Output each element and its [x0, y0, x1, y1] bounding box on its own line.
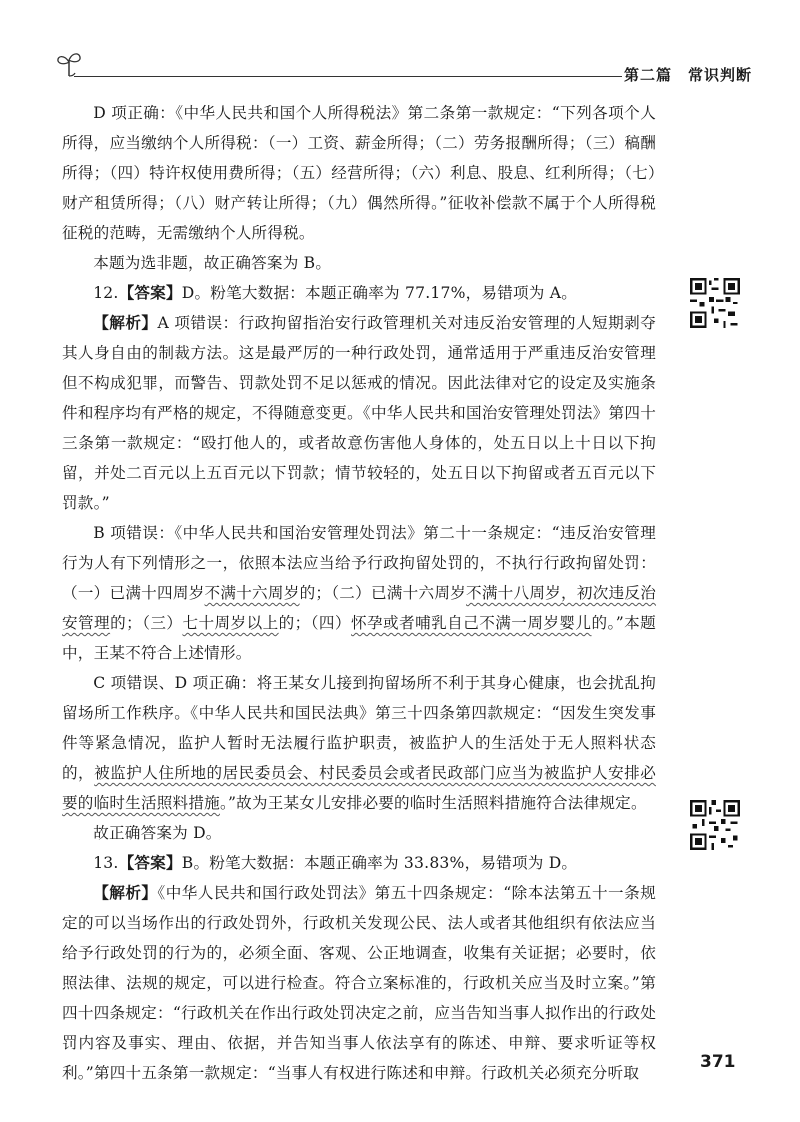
text-run: 的；（二）已满十六周岁	[299, 584, 466, 602]
underlined-text: 七十周岁以上	[182, 614, 279, 632]
question-12-answer	[62, 278, 656, 308]
analysis-text: 《中华人民共和国行政处罚法》第五十四条规定：“除本法第五十一条规定的可以当场作出的行政处罚外，行政机关发现公民、法人或者其他组织有依法应当给予行政处罚的行为的，必须全面、客观、公正地调查，收集有关证据；必要时，依照法律、法规的规定，可以进行检查。符合立案标准的，行政机关应当及时立案。”第四十四条规定：“行政机关在作出行政处罚决定之前，应当告知当事人拟作出的行政处罚内容及事实、理由、依据，并告知当事人依法享有的陈述、申辩、要求听证等权利。”第四十五条第一款规定：“当事人有权进行陈述和申辩。行政机关必须充分听取	[62, 884, 656, 1082]
underlined-text: 被监护人住所地的居民委员会、村民委员会或者民政部门应当为被监护人安排必要的临时生活照料措施	[62, 764, 656, 812]
answer-text: B。粉笔大数据：本题正确率为 33.83%，易错项为 D。	[181, 854, 578, 872]
analysis-tag: 【解析】	[93, 884, 158, 902]
answer-text: D。粉笔大数据：本题正确率为 77.17%，易错项为 A。	[181, 284, 577, 302]
text-run: 的；（三）	[110, 614, 183, 632]
header-rule-end	[612, 76, 622, 77]
paragraph-answer-d: 故正确答案为 D。	[93, 824, 222, 842]
qr-code-icon[interactable]	[690, 278, 740, 328]
answer-tag: 【答案】	[118, 284, 182, 302]
text-run: C 项错误、D 项正确：将王某女儿接到拘留场所不利于其身心健康，也会扰乱拘留场所工作秩序。《中华人民共和国民法典》第三十四条第四款规定：“因发生突发事件等紧急情况，监护人暂时无法履行监护职责，被监护人的生活处于无人照料状态的，	[62, 674, 656, 782]
analysis-text: A 项错误：行政拘留指治安行政管理机关对违反治安管理的人短期剥夺其人身自由的制裁方法。这是最严厉的一种行政处罚，通常适用于严重违反治安管理但不构成犯罪，而警告、罚款处罚不足以惩戒的情况。因此法律对它的设定及实施条件和程序均有严格的规定，不得随意变更。《中华人民共和国治安管理处罚法》第四十三条第一款规定：“殴打他人的，或者故意伤害他人身体的，处五日以上十日以下拘留，并处二百元以上五百元以下罚款；情节较轻的，处五日以下拘留或者五百元以下罚款。”	[62, 314, 656, 512]
paragraph-answer-b: 本题为选非题，故正确答案为 B。	[93, 254, 332, 272]
question-13-analysis	[62, 878, 656, 1088]
underlined-text: 不满十八周岁，初次违反治安管理	[62, 584, 657, 632]
page-number: 371	[700, 1052, 736, 1072]
question-12-analysis	[62, 308, 656, 518]
qr-code-icon[interactable]	[690, 800, 740, 850]
header-rule	[74, 76, 612, 77]
underlined-text: 不满十六周岁	[204, 584, 300, 602]
sprout-logo-icon	[54, 48, 84, 78]
text-run: 的。”本题中，王某不符合上述情形。	[62, 614, 656, 662]
text-run: B 项错误：《中华人民共和国治安管理处罚法》第二十一条规定：“违反治安管理行为人有下列情形之一，依照本法应当给予行政拘留处罚的，不执行行政拘留处罚：（一）已满十四周岁	[62, 524, 656, 602]
underlined-text: 怀孕或者哺乳自己不满一周岁婴儿	[351, 614, 592, 632]
section-title: 第二篇 常识判断	[624, 66, 753, 84]
text-run: 的；（四）	[278, 614, 351, 632]
answer-tag: 【答案】	[118, 854, 182, 872]
analysis-tag: 【解析】	[93, 314, 158, 332]
page-content	[62, 98, 656, 1088]
paragraph-option-d: D 项正确：《中华人民共和国个人所得税法》第二条第一款规定：“下列各项个人所得，应当缴纳个人所得税：（一）工资、薪金所得；（二）劳务报酬所得；（三）稿酬所得；（四）特许权使用费所得；（五）经营所得；（六）利息、股息、红利所得；（七）财产租赁所得；（八）财产转让所得；（九）偶然所得。”征收补偿款不属于个人所得税征税的范畴，无需缴纳个人所得税。	[62, 104, 656, 242]
paragraph-option-b	[62, 518, 656, 668]
question-number: 13.	[93, 854, 119, 872]
paragraph-option-c-d	[62, 668, 656, 818]
text-run: 。”故为王某女儿安排必要的临时生活照料措施符合法律规定。	[219, 794, 647, 812]
question-13-answer	[62, 848, 656, 878]
question-number: 12.	[93, 284, 119, 302]
